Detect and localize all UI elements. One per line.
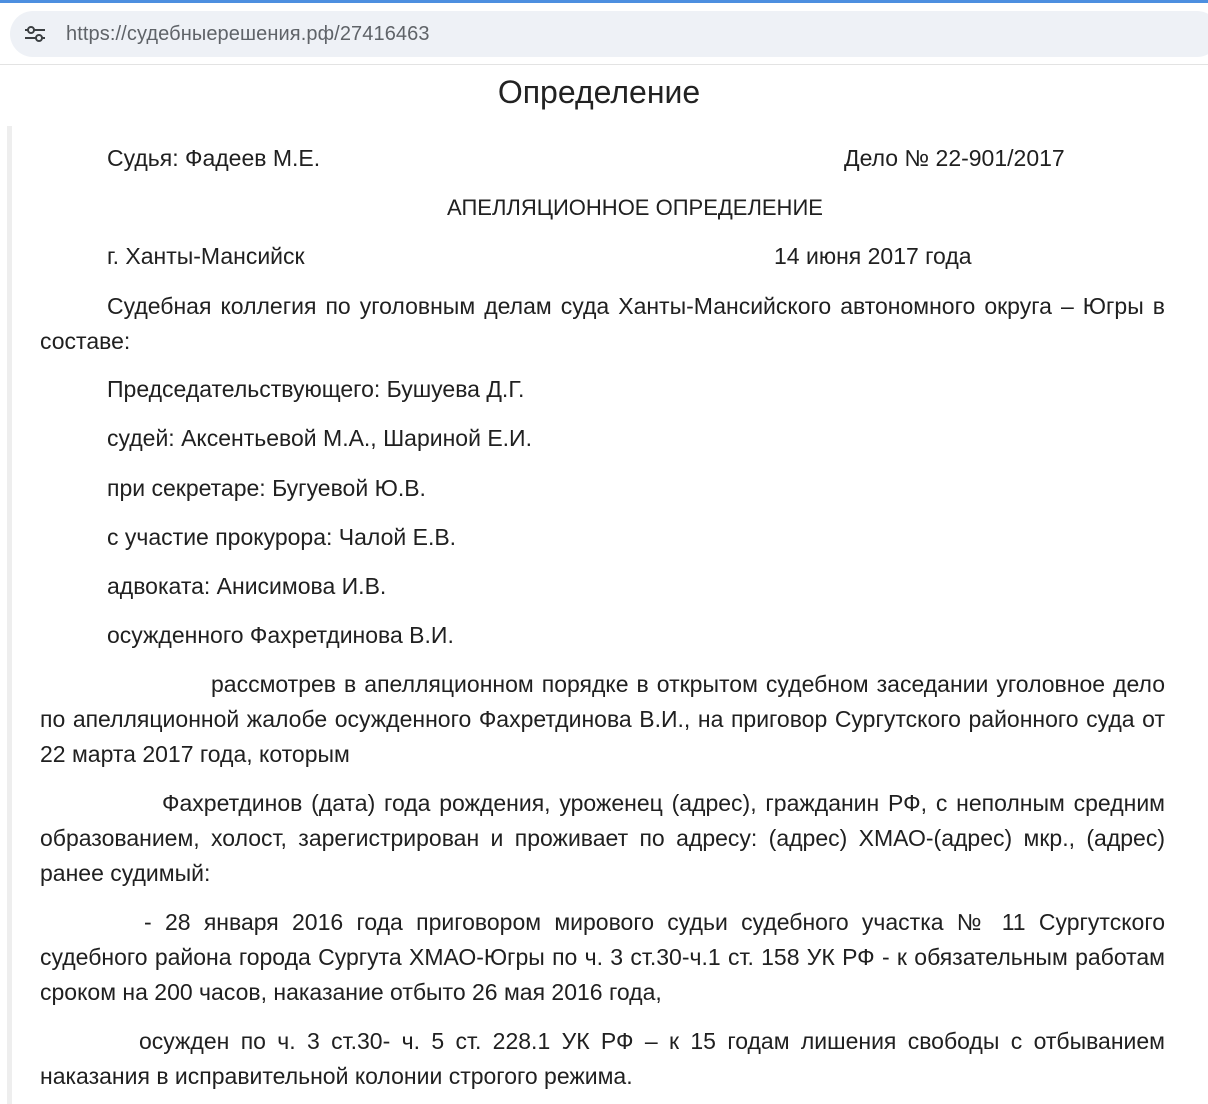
convicted-line: осужденного Фахретдинова В.И. <box>107 622 454 648</box>
site-settings-icon[interactable] <box>24 24 46 44</box>
person-paragraph: Фахретдинов (дата) года рождения, уроженец (адрес), гражданин РФ, с неполным средним образованием, холост, зарегистрирован и проживает по адресу: (адрес) ХМАО-(адрес) мкр., (адрес) ранее судимый: <box>40 790 1165 886</box>
considered-paragraph: рассмотрев в апелляционном порядке в открытом судебном заседании уголовное дело по апелляционной жалобе осужденного Фахретдинова В.И., на приговор Сургутского районного суда от 22 марта 2017 года, которым <box>40 671 1165 767</box>
collegium-paragraph: Судебная коллегия по уголовным делам суда Ханты-Мансийского автономного округа – Югры в составе: <box>40 293 1165 354</box>
judges-line: судей: Аксентьевой М.А., Шариной Е.И. <box>107 425 532 451</box>
sentence-paragraph: осужден по ч. 3 ст.30- ч. 5 ст. 228.1 УК РФ – к 15 годам лишения свободы с отбыванием наказания в исправительной колонии строгого режима. <box>40 1028 1165 1089</box>
judge-line: Судья: Фадеев М.Е. <box>107 145 321 171</box>
decision-date: 14 июня 2017 года <box>774 243 972 269</box>
case-number: Дело № 22-901/2017 <box>844 145 1065 171</box>
secretary-line: при секретаре: Бугуевой Ю.В. <box>107 475 426 501</box>
document-heading: АПЕЛЛЯЦИОННОЕ ОПРЕДЕЛЕНИЕ <box>447 195 823 220</box>
prosecutor-line: с участие прокурора: Чалой Е.В. <box>107 524 457 550</box>
url-path: /27416463 <box>334 23 430 45</box>
left-border-rule <box>7 126 12 1104</box>
url-host: судебныерешения.рф <box>126 23 335 45</box>
address-bar[interactable] <box>10 11 1208 57</box>
toolbar-divider <box>0 64 1208 65</box>
prior-conviction-paragraph: - 28 января 2016 года приговором мирового судьи судебного участка № 11 Сургутского судебного района города Сургута ХМАО-Югры по ч. 3 ст.30-ч.1 ст. 158 УК РФ - к обязательным работам сроком на 200 часов, наказание отбыто 26 мая 2016 года, <box>40 909 1165 1005</box>
city-line: г. Ханты-Мансийск <box>107 243 305 269</box>
url-text[interactable] <box>66 23 430 46</box>
browser-toolbar <box>0 0 1208 62</box>
presiding-line: Председательствующего: Бушуева Д.Г. <box>107 376 525 402</box>
lawyer-line: адвоката: Анисимова И.В. <box>107 573 387 599</box>
page-title: Определение <box>497 74 701 110</box>
url-scheme: https:// <box>66 23 127 45</box>
